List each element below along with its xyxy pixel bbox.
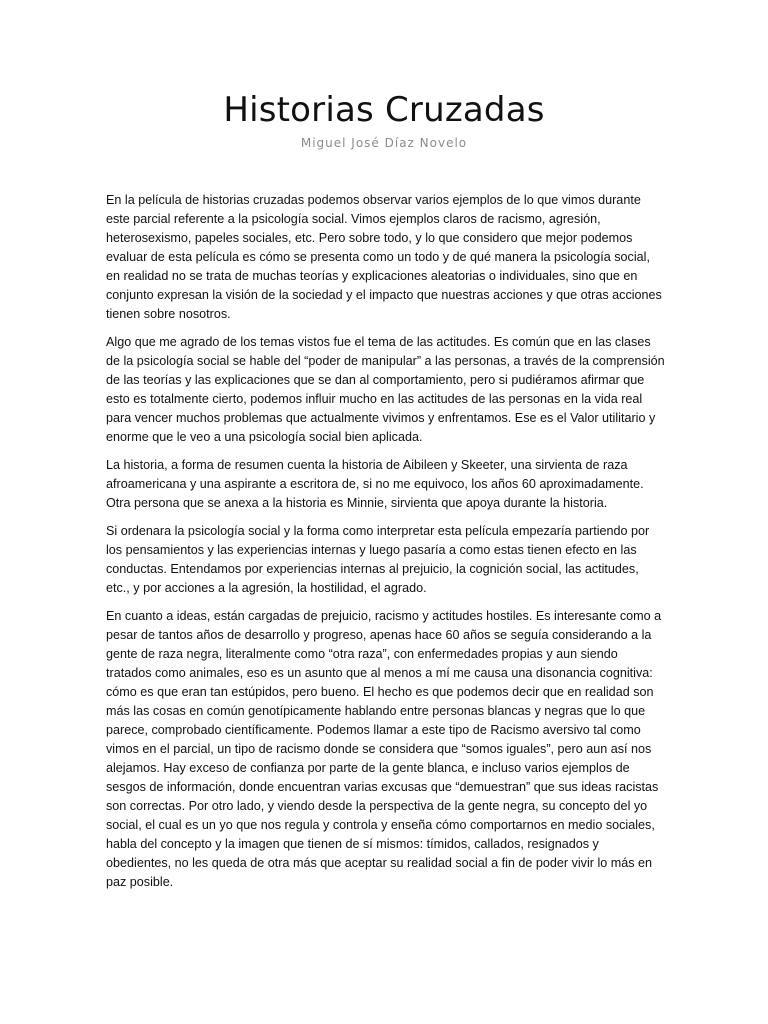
- document-author: Miguel José Díaz Novelo: [300, 136, 468, 150]
- body-paragraph-4: Si ordenara la psicología social y la forma como interpretar esta película empezaría partiendo por los pensamientos y las experiencias internas y luego pasaría a como estas tienen efecto en las conductas. Entendamos por experiencias internas al prejuicio, la cognición social, las actitudes, etc., y por acciones a la agresión, la hostilidad, el agrado.: [106, 524, 650, 595]
- body-paragraph-5: En cuanto a ideas, están cargadas de prejuicio, racismo y actitudes hostiles. Es interesante como a pesar de tantos años de desarrollo y progreso, apenas hace 60 años se seguía considerando a la gente de raza negra, literalmente como “otra raza”, con enfermedades propias y aun siendo tratados como animales, eso es un asunto que al menos a mí me causa una disonancia cognitiva: cómo es que eran tan estúpidos, pero bueno. El hecho es que podemos decir que en realidad son más las cosas en común genotípicamente hablando entre personas blancas y negras que lo que parece, comprobado científicamente. Podemos llamar a este tipo de Racismo aversivo tal como vimos en el parcial, un tipo de racismo donde se considera que “somos iguales”, pero aun así nos alejamos. Hay exceso de confianza por parte de la gente blanca, e incluso varios ejemplos de sesgos de información, donde encuentran varias excusas que “demuestran” que sus ideas racistas son correctas. Por otro lado, y viendo desde la perspectiva de la gente negra, su concepto del yo social, el cual es un yo que nos regula y controla y enseña cómo comportarnos en medio sociales, habla del concepto y la imagen que tienen de sí mismos: tímidos, callados, resignados y obedientes, no les queda de otra más que aceptar su realidad social a fin de poder vivir lo más en paz posible.: [106, 609, 662, 889]
- body-paragraph-3: La historia, a forma de resumen cuenta la historia de Aibileen y Skeeter, una sirvienta de raza afroamericana y una aspirante a escritora de, si no me equivoco, los años 60 aproximadamente. Otra persona que se anexa a la historia es Minnie, sirvienta que apoya durante la historia.: [106, 458, 644, 510]
- document-body: [106, 191, 666, 901]
- body-paragraph-2: Algo que me agrado de los temas vistos fue el tema de las actitudes. Es común que en las clases de la psicología social se hable del “poder de manipular” a las personas, a través de la comprensión de las teorías y las explicaciones que se dan al comportamiento, pero si pudiéramos afirmar que esto es totalmente cierto, podemos influir mucho en las actitudes de las personas en la vida real para vencer muchos problemas que actualmente vivimos y enfrentamos. Ese es el Valor utilitario y enorme que le veo a una psicología social bien aplicada.: [106, 335, 665, 444]
- body-paragraph-1: En la película de historias cruzadas podemos observar varios ejemplos de lo que vimos durante este parcial referente a la psicología social. Vimos ejemplos claros de racismo, agresión, heterosexismo, papeles sociales, etc. Pero sobre todo, y lo que considero que mejor podemos evaluar de esta película es cómo se presenta como un todo y de qué manera la psicología social, en realidad no se trata de muchas teorías y explicaciones aleatorias o individuales, sino que en conjunto expresan la visión de la sociedad y el impacto que nuestras acciones y que otras acciones tienen sobre nosotros.: [106, 193, 662, 321]
- document-title: Historias Cruzadas: [223, 90, 545, 130]
